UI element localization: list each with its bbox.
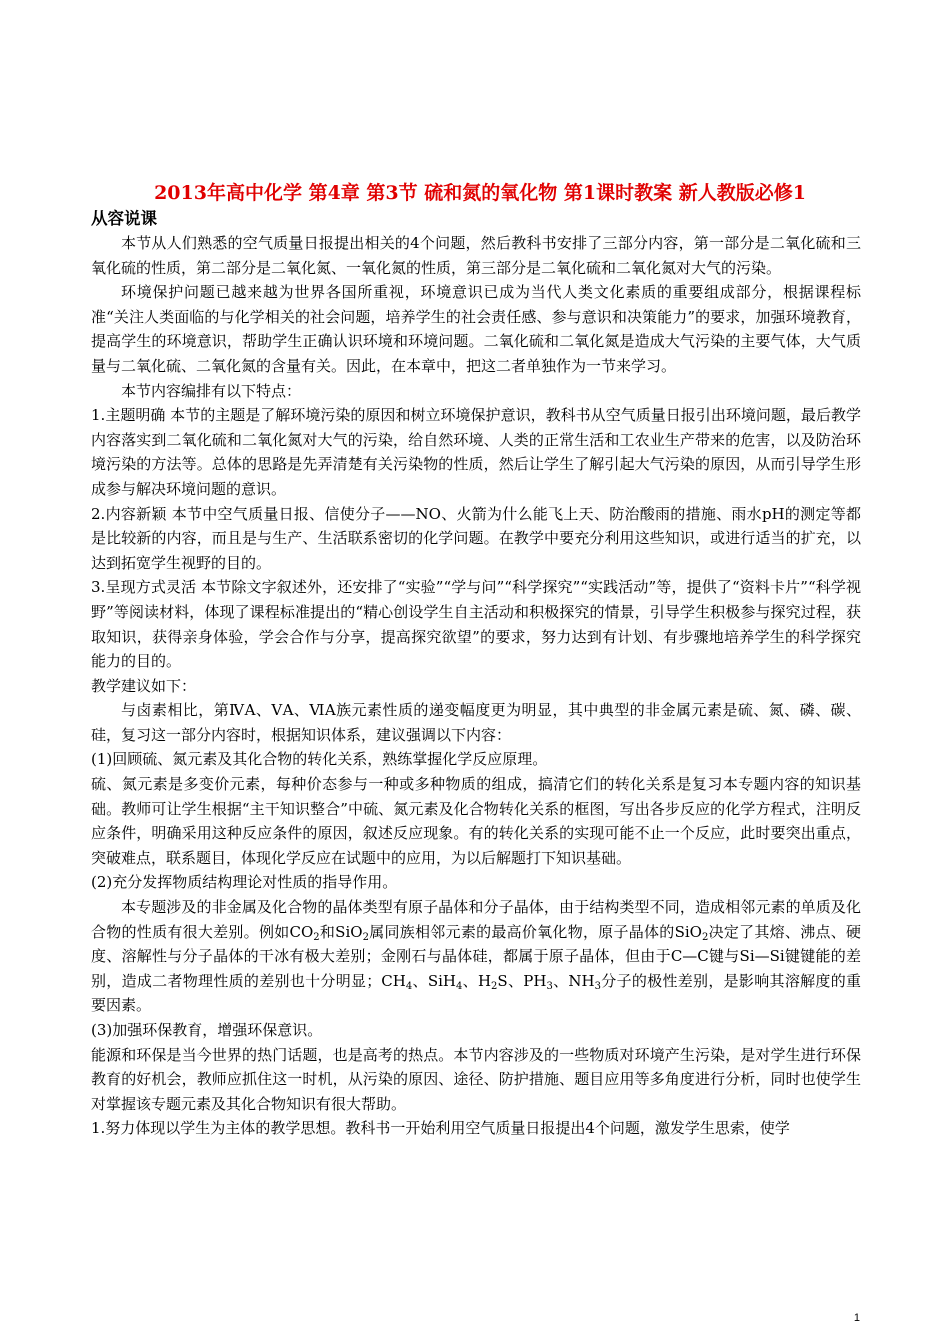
list-item-structure: (2)充分发挥物质结构理论对性质的指导作用。 bbox=[91, 873, 398, 892]
paragraph-environment: 环境保护问题已越来越为世界各国所重视，环境意识已成为当代人类文化素质的重要组成部分，根据课程标准“关注人类面临的与化学相关的社会问题，培养学生的社会责任感、参与意识和决策能力”的要求，加强环境教育，提高学生的环境意识，帮助学生正确认识环境和环境问题。二氧化硫和二氧化氮是造成大气污染的主要气体，大气质量与二氧化硫、二氧化氮的含量有关。因此，在本章中，把这二者单独作为一节来学习。 bbox=[91, 283, 861, 375]
document-title: 2013年高中化学 第4章 第3节 硫和氮的氧化物 第1课时教案 新人教版必修1 bbox=[154, 182, 806, 204]
paragraph-conversion: 硫、氮元素是多变价元素，每种价态参与一种或多种物质的组成，搞清它们的转化关系是复习本专题内容的知识基础。教师可让学生根据“主干知识整合”中硫、氮元素及化合物转化关系的框图，写出各步反应的化学方程式，注明反应条件，明确采用这种反应条件的原因，叙述反应现象。有的转化关系的实现可能不止一个反应，此时要突出重点，突破难点，联系题目，体现化学反应在试题中的应用，为以后解题打下知识基础。 bbox=[91, 775, 861, 867]
list-item-presentation: 3.呈现方式灵活 本节除文字叙述外，还安排了“实验”“学与问”“科学探究”“实践活动”等，提供了“资料卡片”“科学视野”等阅读材料，体现了课程标准提出的“精心创设学生自主活动和积极探究的情景，引导学生积极参与探究过程，获取知识，获得亲身体验，学会合作与分享，提高探究欲望”的要求，努力达到有计划、有步骤地培养学生的科学探究能力的目的。 bbox=[91, 578, 861, 671]
paragraph-halogen-compare: 与卤素相比，第ⅣA、ⅤA、ⅥA族元素性质的递变幅度更为明显，其中典型的非金属元素是硫、氮、磷、碳、硅，复习这一部分内容时，根据知识体系，建议强调以下内容： bbox=[91, 701, 861, 744]
paragraph-crystal-structure: 本专题涉及的非金属及化合物的晶体类型有原子晶体和分子晶体，由于结构类型不同，造成相邻元素的单质及化合物的性质有很大差别。例如$CO_2$和SiO$_2$属同族相邻元素的最高价氧化物，原子晶体的SiO$_2$决定了其熔、沸点、硬度、溶解性与分子晶体的干冰有极大差别；金刚石与晶体硅，都属于原子晶体，但由于C—C键与Si—Si键键能的差别，造成二者物理性质的差别也十分明显；$CH_4$、SiH$_4$、$H_2S$、$PH_3$、$NH_3$分子的极性差别，是影响其溶解度的重要因素。 bbox=[91, 898, 862, 1015]
page-number: 1 bbox=[853, 1312, 860, 1324]
paragraph-energy-environment: 能源和环保是当今世界的热门话题，也是高考的热点。本节内容涉及的一些物质对环境产生污染，是对学生进行环保教育的好机会，教师应抓住这一时机，从污染的原因、途径、防护措施、题目应用等多角度进行分析，同时也使学生对掌握该专题元素及其化合物知识有很大帮助。 bbox=[91, 1045, 861, 1113]
paragraph-features-intro: 本节内容编排有以下特点： bbox=[121, 381, 302, 400]
list-item-content: 2.内容新颖 本节中空气质量日报、信使分子——NO、火箭为什么能飞上天、防治酸雨的措施、雨水pH的测定等都是比较新的内容，而且是与生产、生活联系密切的化学问题。在教学中要充分利用这些知识，或进行适当的扩充，以达到拓宽学生视野的目的。 bbox=[91, 504, 861, 572]
paragraph-suggestions-heading: 教学建议如下： bbox=[91, 676, 197, 695]
list-item-review: (1)回顾硫、氮元素及其化合物的转化关系，熟练掌握化学反应原理。 bbox=[91, 750, 548, 769]
section-heading: 从容说课 bbox=[91, 209, 157, 228]
paragraph-student-centered: 1.努力体现以学生为主体的教学思想。教科书一开始利用空气质量日报提出4个问题，激发学生思索，使学 bbox=[91, 1119, 790, 1138]
paragraph-intro: 本节从人们熟悉的空气质量日报提出相关的4个问题，然后教科书安排了三部分内容，第一部分是二氧化硫和三氧化硫的性质，第二部分是二氧化氮、一氧化氮的性质，第三部分是二氧化硫和二氧化氮对大气的污染。 bbox=[91, 234, 861, 277]
document-body bbox=[91, 231, 861, 1141]
list-item-theme: 1.主题明确 本节的主题是了解环境污染的原因和树立环境保护意识，教科书从空气质量日报引出环境问题，最后教学内容落实到二氧化硫和二氧化氮对大气的污染，给自然环境、人类的正常生活和工农业生产带来的危害，以及防治环境污染的方法等。总体的思路是先弄清楚有关污染物的性质，然后让学生了解引起大气污染的原因，从而引导学生形成参与解决环境问题的意识。 bbox=[91, 406, 861, 498]
list-item-environment: (3)加强环保教育，增强环保意识。 bbox=[91, 1021, 323, 1039]
